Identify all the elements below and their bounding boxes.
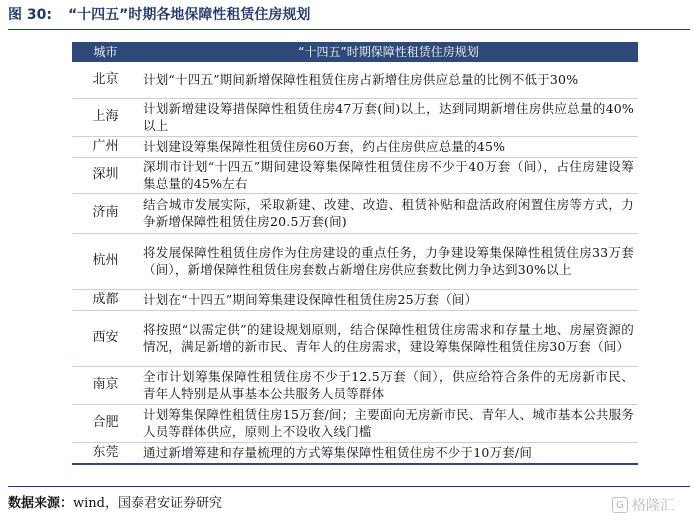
city-cell: 广州: [72, 136, 139, 157]
table-row: [72, 310, 638, 366]
figure-number: 图 30:: [8, 7, 52, 23]
plan-cell: 计划建设筹集保障性租赁住房60万套，约占住房供应总量的45%: [139, 136, 638, 157]
table-row: [72, 233, 638, 289]
table-row: [72, 404, 638, 442]
watermark-text: 格隆汇: [632, 498, 674, 514]
figure-caption: “十四五”时期各地保障性租赁住房规划: [67, 7, 311, 23]
table-row: [72, 366, 638, 404]
source-divider: [8, 486, 690, 487]
plan-cell: 全市计划筹集保障性租赁住房不少于12.5万套（间），供应给符合条件的无房新市民、青年人特别是从事基本公共服务人员等群体: [139, 366, 638, 404]
policy-table: [72, 42, 638, 465]
source-value: wind，国泰君安证券研究: [73, 496, 222, 511]
title-divider: [8, 29, 690, 30]
header-plan: “十四五”时期保障性租赁住房规划: [139, 42, 638, 62]
source-note: [8, 494, 222, 514]
watermark: [612, 493, 674, 517]
city-cell: 上海: [72, 98, 139, 136]
table-row: [72, 289, 638, 310]
city-cell: 深圳: [72, 157, 139, 193]
plan-cell: 计划在“十四五”期间筹集建设保障性租赁住房25万套（间）: [139, 289, 638, 310]
source-label: 数据来源：: [8, 496, 74, 511]
figure-title: [8, 4, 310, 26]
city-cell: 杭州: [72, 233, 139, 289]
table-row: [72, 62, 638, 98]
plan-cell: 计划新增建设筹措保障性租赁住房47万套(间)以上，达到同期新增住房供应总量的40%以上: [139, 98, 638, 136]
plan-cell: 将按照“以需定供”的建设规划原则，结合保障性租赁住房需求和存量土地、房屋资源的情况，满足新增的新市民、青年人的住房需求，建设筹集保障性租赁住房30万套（间）: [139, 310, 638, 366]
city-cell: 南京: [72, 366, 139, 404]
table-row: [72, 193, 638, 233]
plan-cell: 通过新增筹建和存量梳理的方式筹集保障性租赁住房不少于10万套/间: [139, 442, 638, 464]
watermark-logo-icon: G: [612, 497, 628, 513]
table-header-row: [72, 42, 638, 62]
city-cell: 成都: [72, 289, 139, 310]
header-city: 城市: [72, 42, 139, 62]
city-cell: 东莞: [72, 442, 139, 464]
plan-cell: 将发展保障性租赁住房作为住房建设的重点任务，力争建设筹集保障性租赁住房33万套（间），新增保障性租赁住房套数占新增住房供应套数比例力争达到30%以上: [139, 233, 638, 289]
table-row: [72, 98, 638, 136]
plan-cell: 结合城市发展实际，采取新建、改建、改造、租赁补贴和盘活政府闲置住房等方式，力争新增保障性租赁住房20.5万套(间): [139, 193, 638, 233]
plan-cell: 计划筹集保障性租赁住房15万套/间；主要面向无房新市民、青年人、城市基本公共服务人员等群体供应，原则上不设收入线门槛: [139, 404, 638, 442]
city-cell: 西安: [72, 310, 139, 366]
table-row: [72, 136, 638, 157]
table-row: [72, 442, 638, 464]
plan-cell: 深圳市计划“十四五”期间建设筹集保障性租赁住房不少于40万套（间），占住房建设筹集总量的45%左右: [139, 157, 638, 193]
table-row: [72, 157, 638, 193]
plan-cell: 计划“十四五”期间新增保障性租赁住房占新增住房供应总量的比例不低于30%: [139, 62, 638, 98]
city-cell: 济南: [72, 193, 139, 233]
city-cell: 北京: [72, 62, 139, 98]
city-cell: 合肥: [72, 404, 139, 442]
